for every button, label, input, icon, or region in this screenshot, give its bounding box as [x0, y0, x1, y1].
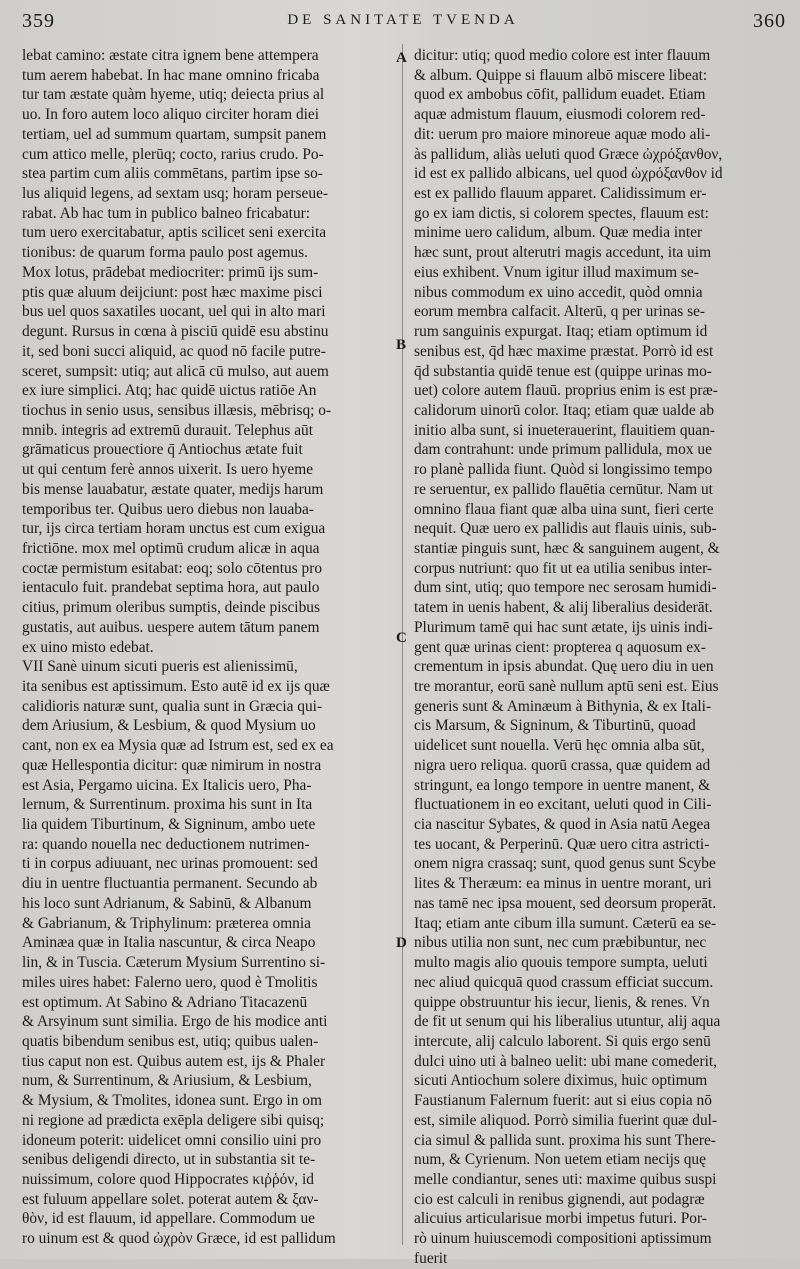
text-line: ni regione ad prædicta exēpla deligere sibi quisq; — [22, 1111, 325, 1129]
text-line: tionibus: de quarum forma paulo post agemus. — [22, 244, 308, 262]
text-line: tum uero exercitabatur, aptis scilicet seni exercita — [22, 224, 327, 242]
text-line: omnino flaua fiant quæ alba uina sunt, fieri certe — [414, 500, 714, 518]
text-line: idoneum poterit: uidelicet omni consilio uini pro — [22, 1131, 322, 1149]
left-text-column — [22, 46, 394, 1249]
text-line: rò uinum huiuscemodi compositioni aptissimum — [414, 1230, 712, 1248]
text-line: lernum, & Surrentinum. proxima his sunt in Ita — [22, 796, 313, 814]
text-line: dicitur: utiq; quod medio colore est inter flauum — [414, 47, 711, 64]
text-line: stringunt, ea longo tempore in uentre manent, & — [414, 776, 711, 794]
text-line: quatis bibendum senibus est, utiq; quibus ualen- — [22, 1032, 319, 1050]
margin-mark-a: A — [396, 50, 407, 66]
text-line: re seruentur, ex pallido flauētia cernūtur. Nam ut — [414, 480, 713, 498]
text-line: sicuti Antiochum solere diximus, huic optimum — [414, 1072, 708, 1090]
text-line: Mox lotus, prādebat mediocriter: primū ijs sum- — [22, 263, 319, 281]
text-line: tre morantur, eorū sanè nullum aptū seni est. Eius — [414, 678, 719, 695]
text-line: sceret, sumpsit: utiq; aut alicā cū mulso, aut auem — [22, 362, 329, 380]
text-line: quæ Hellespontia dicitur: quæ nimirum in nostra — [22, 756, 322, 774]
text-line: uo. In foro autem loco aliquo circiter horam diei — [22, 106, 320, 124]
text-line: quod ex ambobus cōfit, pallidum euadet. Etiam — [414, 86, 706, 104]
text-line: coctæ permistum esitabat: eoq; solo cōtentus pro — [22, 559, 323, 577]
text-line: dum sint, utiq; quo tempore nec serosam humidi- — [414, 579, 717, 597]
text-line: às pallidum, aliàs ueluti quod Græce ὠχρόξανθον, — [414, 145, 723, 163]
text-line: lites & Theræum: ea minus in uentre morant, uri — [414, 875, 712, 893]
text-line: bis mense lauabatur, æstate quater, medijs harum — [22, 480, 324, 498]
running-title: DE SANITATE TVENDA — [287, 12, 519, 28]
text-line: citius, primum oleribus sumptis, deinde piscibus — [22, 599, 320, 617]
text-line: lia quidem Tiburtinum, & Signinum, ambo uete — [22, 816, 316, 834]
text-line: dulci uino uti à balneo uelit: ubi mane comederit, — [414, 1052, 718, 1070]
text-line: ex uino misto edebat. — [22, 638, 154, 656]
text-line: lebat camino: æstate citra ignem bene attempera — [22, 47, 319, 64]
text-line: his loco sunt Adrianum, & Sabinū, & Albanum — [22, 894, 312, 912]
text-line: cia nascitur Sybates, & quod in Asia natū Aegea — [414, 816, 711, 834]
text-line: & album. Quippe si flauum albō miscere libeat: — [414, 66, 708, 84]
text-line: est fuluum appellare solet. poterat autem & ξαν- — [22, 1190, 319, 1208]
text-line: dam contrahunt: unde primum pallidula, mox ue — [414, 441, 712, 459]
text-line: diu in uentre fluctuantia permanent. Secundo ab — [22, 875, 318, 893]
text-line: nibus utilia non sunt, nec cum præbibuntur, nec — [414, 934, 707, 952]
text-line: bus uel quos saxatiles uocant, uel qui in alto mari — [22, 303, 326, 321]
text-line: & Gabrianum, & Triphylinum: præterea omnia — [22, 914, 311, 932]
text-line: frictiōne. mox mel optimū crudum alicæ in aqua — [22, 539, 320, 557]
text-line: uidelicet sunt nouella. Verū hęc omnia alba sūt, — [414, 737, 705, 755]
text-line: gent quæ urinas cient: propterea q aquosum ex- — [414, 638, 706, 656]
text-line: VII Sanè uinum sicuti pueris est alienissimū, — [22, 658, 298, 676]
text-line: dem Ariusium, & Lesbium, & quod Mysium uo — [22, 717, 316, 735]
text-line: Aminæa quæ in Italia nascuntur, & circa Neapo — [22, 934, 316, 952]
text-line: tur, ijs circa tertiam horam unctus est cum exigua — [22, 520, 326, 538]
text-line: est ex pallido flauum apparet. Calidissimum er- — [414, 185, 707, 203]
text-line: generis sunt & Aminæum à Bithynia, & ex Itali- — [414, 697, 712, 715]
text-line: eorum membra calfacit. Alterū, q per urinas se- — [414, 303, 706, 321]
text-line: degunt. Rursus in cœna à pisciū quidē esu abstinu — [22, 323, 329, 341]
text-line: Faustianum Falernum fuerit: aut si eius copia nō — [414, 1092, 712, 1110]
text-line: & Arsyinum sunt similia. Ergo de his modice anti — [22, 1013, 328, 1031]
right-text-column — [414, 46, 784, 1269]
text-line: θὸν, id est flauum, id appellare. Commodum ue — [22, 1210, 316, 1228]
text-line: eius exhibent. Vnum igitur illud maximum se- — [414, 263, 699, 281]
margin-mark-b: B — [396, 337, 407, 353]
text-line: tiochus in senio usus, sensibus illæsis, mēbrisq; o- — [22, 401, 332, 419]
text-line: dit: uerum pro maiore minoreue aquæ modo ali- — [414, 125, 711, 143]
text-line: lus aliquid legens, ad sextam usq; horam perseue- — [22, 185, 329, 203]
text-line: ientaculo fuit. prandebat septima hora, aut paulo — [22, 579, 320, 597]
text-line: tur tam æstate quàm hyeme, utiq; deiecta prius al — [22, 86, 325, 104]
text-line: lin, & in Tuscia. Cæterum Mysium Surrentino si- — [22, 954, 326, 972]
text-line: fluctuationem in eo excitant, ueluti quod in Cili- — [414, 796, 712, 814]
text-line: num, & Cyrienum. Non uetem etiam necijs quę — [414, 1151, 706, 1169]
text-line: uet) colore autem flauū. proprius enim is est præ- — [414, 382, 718, 400]
text-line: fuerit — [414, 1249, 448, 1267]
text-line: stea partim cum aliis commētans, partim ipse so- — [22, 165, 323, 183]
text-line: nas tamē nec ipsa mouent, sed deorsum properāt. — [414, 894, 717, 912]
text-line: gustatis, aut auibus. uespere autem tātum panem — [22, 618, 320, 636]
text-line: alicuius articularisue morbi impetus futuri. Por- — [414, 1210, 707, 1228]
text-line: tius caput non est. Quibus autem est, ijs & Phaler — [22, 1052, 326, 1070]
text-line: cum attico melle, plerūq; cocto, rarius crudo. Po- — [22, 145, 324, 163]
text-line: nigra uero reliqua. quorū crassa, quæ quidem ad — [414, 756, 711, 774]
text-line: & Mysium, & Tmolites, idonea sunt. Ergo in om — [22, 1092, 322, 1110]
text-line: est optimum. At Sabino & Adriano Titacazenū — [22, 993, 308, 1011]
text-line: ra: quando nouella nec deductionem nutrimen- — [22, 835, 310, 853]
text-line: ptis quæ aluum deijciunt: post hæc maxime pisci — [22, 283, 323, 301]
text-line: temporibus ter. Quibus uero diebus non lauaba- — [22, 500, 314, 518]
text-line: est, simile aliquod. Porrò similia fuerint quæ dul- — [414, 1111, 718, 1129]
text-line: cis Marsum, & Signinum, & Tiburtinū, quoad — [414, 717, 696, 735]
text-line: cant, non ex ea Mysia quæ ad Istrum est, sed ex ea — [22, 737, 334, 755]
text-line: aquæ admistum flauum, eiusmodi colorem red- — [414, 106, 706, 124]
text-line: de fit ut senum qui his liberalius utuntur, alij aqua — [414, 1013, 721, 1031]
text-line: tum aerem habebat. In hac mane omnino fricaba — [22, 66, 320, 84]
text-line: rabat. Ab hac tum in publico balneo fricabatur: — [22, 204, 311, 222]
text-line: intercute, alij calculo laborent. Si quis ergo senū — [414, 1032, 711, 1050]
text-line: go ex iam dictis, si colorem spectes, flauum est: — [414, 204, 709, 222]
text-line: ita senibus est aptissimum. Esto autē id ex ijs quæ — [22, 678, 330, 695]
text-line: Itaq; etiam ante cibum illa sumunt. Cæterū ea se- — [414, 914, 717, 932]
text-line: cio est calculi in renibus gignendi, aut podagræ — [414, 1190, 705, 1208]
text-line: quippe obstruuntur his iecur, lienis, & renes. Vn — [414, 993, 710, 1011]
text-line: ut qui centum ferè annos uixerit. Is uero hyeme — [22, 461, 314, 479]
text-line: melle condiantur, senes uti: maxime quibus suspi — [414, 1170, 717, 1188]
text-line: senibus est, q̄d hæc maxime præstat. Porrò id est — [414, 342, 714, 360]
text-line: minime uero calidum, album. Quæ media inter — [414, 224, 703, 242]
page-number-left: 359 — [22, 10, 55, 32]
text-line: initio alba sunt, si inueterauerint, flauitiem quan- — [414, 421, 715, 439]
text-line: corpus nutriunt: quo fit ut ea utilia senibus inter- — [414, 559, 713, 577]
text-line: calidorum uinorū color. Itaq; etiam quæ ualde ab — [414, 401, 715, 419]
text-line: cia simul & pallida sunt. proxima his sunt There- — [414, 1131, 716, 1149]
text-line: tertiam, uel ad summum quartam, sumpsit panem — [22, 125, 327, 143]
text-line: hæc sunt, prout alterutri magis accedunt, ita uim — [414, 244, 712, 262]
text-line: id est ex pallido albicans, uel quod ὠχρόξανθον id — [414, 165, 723, 183]
text-line: multo magis alio quouis tempore sumpta, ueluti — [414, 954, 708, 972]
text-line: rum sanguinis expurgat. Itaq; etiam optimum id — [414, 323, 708, 341]
text-line: grāmaticus prouectiore q̄ Antiochus ætate fuit — [22, 441, 303, 459]
text-line: miles uires habet: Falerno uero, quod è Tmolitis — [22, 973, 318, 991]
text-line: tatem in uenis habent, & alij liberalius desiderāt. — [414, 599, 713, 617]
margin-mark-c: C — [396, 630, 407, 646]
text-line: nuissimum, colore quod Hippocrates κιῤῥόν, id — [22, 1170, 314, 1188]
text-line: mnib. integris ad extremū durauit. Telephus aūt — [22, 421, 313, 439]
text-line: calidioris naturæ sunt, qualia sunt in Græcia qui- — [22, 697, 323, 715]
text-line: tes uocant, & Perperinū. Quæ uero citra astricti- — [414, 835, 710, 853]
margin-mark-d: D — [396, 935, 407, 951]
text-line: ex iure simplici. Atq; hac quidē uictus ratiōe An — [22, 382, 317, 400]
text-line: ti in corpus adiuuant, nec urinas promouent: sed — [22, 855, 318, 873]
text-line: it, sed boni succi aliquid, ac quod nō facile putre- — [22, 342, 326, 360]
text-line: q̄d substantia quidē tenue est (quippe urinas mo- — [414, 362, 712, 380]
text-line: stantiæ pinguis sunt, hæc & sanguinem augent, & — [414, 539, 720, 557]
text-line: nibus commodum ex uino accedit, quòd omnia — [414, 283, 703, 301]
text-line: crementum in ipsis abundat. Quę uero diu in uen — [414, 658, 714, 676]
page-header — [20, 10, 786, 40]
text-line: est Asia, Pergamo uicina. Ex Italicis uero, Pha- — [22, 776, 312, 794]
text-line: ro uinum est & quod ὠχρὸν Græce, id est pallidum — [22, 1230, 336, 1248]
text-line: Plurimum tamē qui hac sunt ætate, ijs uinis indi- — [414, 618, 713, 636]
text-line: num, & Surrentinum, & Ariusium, & Lesbium, — [22, 1072, 312, 1090]
text-line: senibus deligendi directo, ut in substantia sit te- — [22, 1151, 316, 1169]
page-number-right: 360 — [753, 10, 786, 32]
text-line: ro planè pallida fiunt. Quòd si longissimo tempo — [414, 461, 713, 479]
text-line: onem nigra crassaq; sunt, quod genus sunt Scybe — [414, 855, 716, 873]
text-line: nequit. Quæ uero ex pallidis aut flauis uinis, sub- — [414, 520, 717, 538]
text-line: nec aliud quicquā quod crassum efficiat succum. — [414, 973, 714, 991]
